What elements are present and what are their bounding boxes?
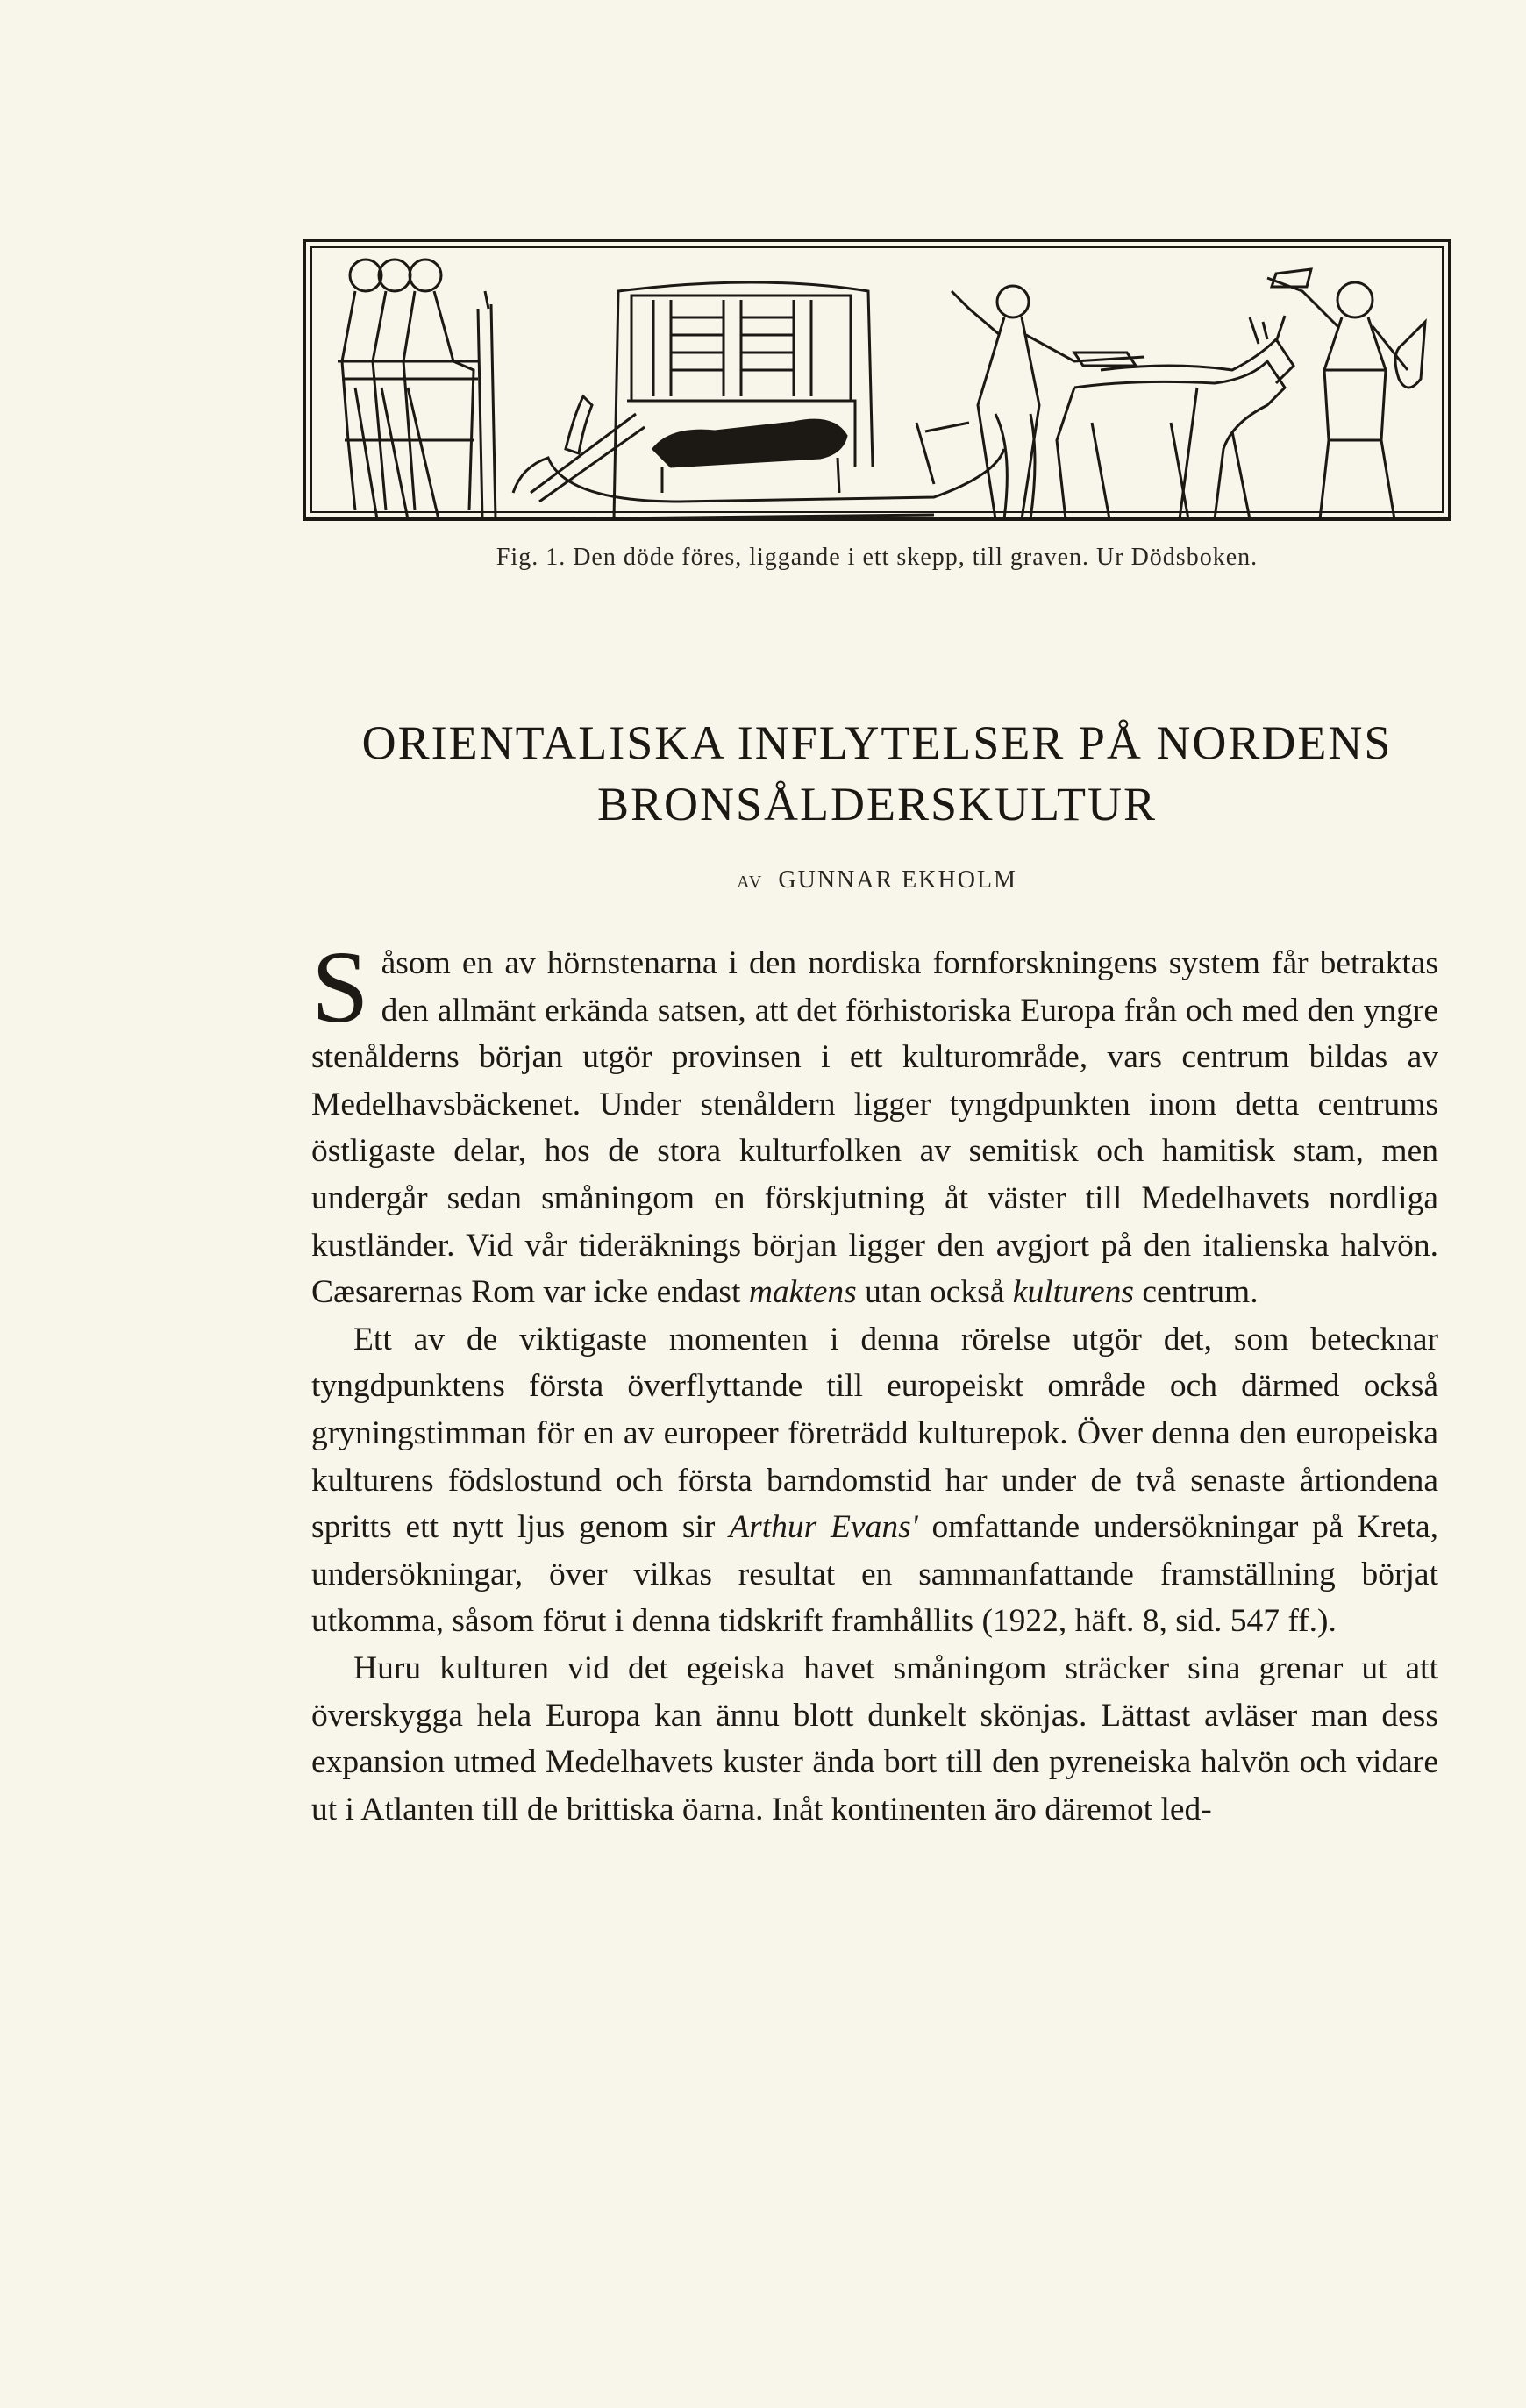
emphasis-arthur-evans: Arthur Evans' — [729, 1509, 918, 1546]
paragraph-2 — [311, 1316, 1438, 1645]
paragraph-1-text-c: centrum. — [1133, 1274, 1259, 1311]
paragraph-2-text-a: Ett av de viktigaste momenten i denna rörelse utgör det, som betecknar tyngdpunktens första överflyttande till europeiskt område och därmed också gryningstimman för en av europeer företrädd kulturepok. Över denna den europeiska kulturens födslostund och första barndomstid har under de två senaste årtiondena spritts ett nytt ljus genom sir — [311, 1321, 1438, 1546]
herdsman-figure — [1267, 269, 1425, 519]
emphasis-kulturens: kulturens — [1012, 1274, 1134, 1311]
mourners-figures — [338, 260, 496, 519]
priest-figure — [952, 286, 1144, 519]
figure-illustration — [303, 239, 1451, 524]
paragraph-3: Huru kulturen vid det egeiska havet småningom sträcker sina grenar ut att överskygga hela Europa kan ännu blott dunkelt skönjas. Lättast avläser man dess expansion utmed Medelhavets kuster ända bort till den pyreneiska halvön och vidare ut i Atlanten till de brittiska öarna. Inåt kontinenten äro däremot led- — [311, 1649, 1438, 1827]
byline — [303, 866, 1451, 894]
paragraph-2-text-b: omfattande undersökningar på Kreta, undersökningar, över vilkas resultat en sammanfattande framställning börjat utkomma, såsom förut i denna tidskrift framhållits (1922, häft. 8, sid. 547 ff.). — [311, 1509, 1438, 1640]
article-title: ORIENTALISKA INFLYTELSER PÅ NORDENS BRONSÅLDERSKULTUR — [361, 716, 1393, 830]
figure-caption: Fig. 1. Den döde föres, liggande i ett skepp, till graven. Ur Dödsboken. — [496, 544, 1259, 571]
paragraph-1-text-a: åsom en av hörnstenarna i den nordiska fornforskningens system får betraktas den allmänt erkända satsen, att det förhistoriska Europa från och med den yngre stenålderns början utgör provinsen i ett kulturområde, vars centrum bildas av Medelhavsbäckenet. Under stenåldern ligger tyngdpunkten inom detta centrums östligaste delar, hos de stora kulturfolken av semitisk och hamitisk stam, men undergår sedan småningom en förskjutning åt väster till Medelhavets nordliga kustländer. Vid vår tideräknings början ligger den avgjort på den italienska halvön. Cæsarernas Rom var icke endast — [311, 945, 1438, 1311]
byline-prefix: AV — [737, 873, 764, 892]
author-name: GUNNAR EKHOLM — [778, 866, 1017, 894]
paragraph-1 — [311, 930, 1438, 1316]
emphasis-maktens: maktens — [748, 1274, 857, 1311]
article-body — [311, 930, 1438, 1833]
shrine-with-mummy — [614, 282, 873, 519]
oxen-pair — [1057, 316, 1294, 519]
drop-cap: S — [311, 930, 369, 1044]
funeral-procession-drawing — [303, 239, 1451, 524]
paragraph-1-text-b: utan också — [856, 1274, 1013, 1311]
